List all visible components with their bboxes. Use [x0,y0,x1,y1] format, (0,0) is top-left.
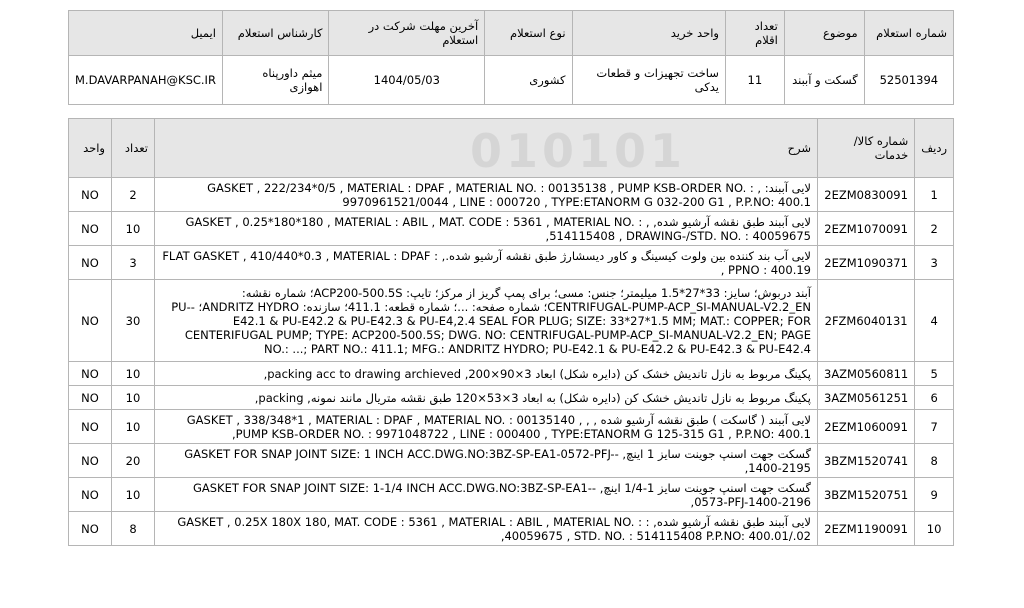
inquiry-type: کشوری [485,56,572,105]
col-quantity: تعداد [112,119,155,178]
item-unit: NO [69,212,112,246]
table-row [69,178,954,212]
row-number: 5 [915,362,954,386]
col-unit: واحد [69,119,112,178]
inquiry-number: 52501394 [864,56,953,105]
item-description: پکینگ مربوط به نازل تاندیش خشک کن (دایره شکل) ابعاد 3×90×200, packing acc to drawing archieved, [155,362,818,386]
item-unit: NO [69,280,112,362]
table-row [69,386,954,410]
col-expert: کارشناس استعلام [222,11,328,56]
col-deadline: آخرین مهلت شرکت در استعلام [329,11,485,56]
col-description: شرح [155,119,818,178]
table-row [69,362,954,386]
item-unit: NO [69,362,112,386]
item-quantity: 8 [112,512,155,546]
item-description: پکینگ مربوط به نازل تاندیش خشک کن (دایره شکل) به ابعاد 3×53×120 طبق نقشه متریال مانند نمونه, packing, [155,386,818,410]
item-description: لایی آببند: , GASKET , 222/234*0/5 , MATERIAL : DPAF , MATERIAL NO. : 00135138 , PUMP KSB-ORDER NO. : 9970961521/0044 , LINE : 000720 , TYPE:ETANORM G 032-200 G1 , P.P.NO: 400.1 [155,178,818,212]
email: M.DAVARPANAH@KSC.IR [69,56,223,105]
expert-name: میثم داورپناه اهوازی [222,56,328,105]
item-quantity: 10 [112,386,155,410]
item-description: گسکت جهت اسنپ جوینت سایز 1-1/4 اینچ, -GASKET FOR SNAP JOINT SIZE: 1-1/4 INCH ACC.DWG.NO:3BZ-SP-EA1-0573-PFJ-1400-2196, [155,478,818,512]
table-row [69,212,954,246]
item-code: 3AZM0560811 [817,362,914,386]
item-code: 3BZM1520751 [817,478,914,512]
item-count: 11 [725,56,784,105]
row-number: 7 [915,410,954,444]
item-quantity: 3 [112,246,155,280]
item-code: 3AZM0561251 [817,386,914,410]
col-item-code: شماره کالا/خدمات [817,119,914,178]
item-code: 2EZM0830091 [817,178,914,212]
item-quantity: 2 [112,178,155,212]
item-unit: NO [69,246,112,280]
purchase-unit: ساخت تجهیزات و قطعات یدکی [572,56,725,105]
table-row [69,410,954,444]
item-code: 2EZM1190091 [817,512,914,546]
items-table [68,118,954,546]
deadline: 1404/05/03 [329,56,485,105]
col-subject: موضوع [784,11,864,56]
items-body [69,178,954,546]
item-code: 3BZM1520741 [817,444,914,478]
row-number: 10 [915,512,954,546]
item-quantity: 10 [112,212,155,246]
items-columns-row [69,119,954,178]
row-number: 2 [915,212,954,246]
item-description: گسکت جهت اسنپ جوینت سایز 1 اینچ, -GASKET FOR SNAP JOINT SIZE: 1 INCH ACC.DWG.NO:3BZ-SP-EA1-0572-PFJ-1400-2195, [155,444,818,478]
col-row: ردیف [915,119,954,178]
col-inquiry-number: شماره استعلام [864,11,953,56]
table-row [69,478,954,512]
item-quantity: 10 [112,478,155,512]
table-row [69,512,954,546]
header-columns-row [69,11,954,56]
col-item-count: تعداد اقلام [725,11,784,56]
subject: گسکت و آببند [784,56,864,105]
header-values-row [69,56,954,105]
row-number: 3 [915,246,954,280]
item-description: لایی آببند ( گاسکت ) طبق نقشه آرشیو شده , , GASKET , 338/348*1 , MATERIAL : DPAF , MATERIAL NO. : 00135140 , PUMP KSB-ORDER NO. : 9971048722 , LINE : 000400 , TYPE:ETANORM G 125-315 G1 , P.P.NO: 400.1, [155,410,818,444]
item-code: 2EZM1090371 [817,246,914,280]
col-inquiry-type: نوع استعلام [485,11,572,56]
table-row [69,444,954,478]
item-quantity: 30 [112,280,155,362]
col-email: ایمیل [69,11,223,56]
row-number: 8 [915,444,954,478]
item-code: 2EZM1070091 [817,212,914,246]
inquiry-header-table [68,10,954,105]
item-unit: NO [69,478,112,512]
col-purchase-unit: واحد خرید [572,11,725,56]
item-description: لایی آب بند کننده بین ولوت کیسینگ و کاور دیسشارژ طبق نقشه آرشیو شده., : FLAT GASKET , 410/440*0.3 , MATERIAL : DPAF , PPNO : 400.19 [155,246,818,280]
item-description: لایی آببند طبق نقشه آرشیو شده, , GASKET , 0.25*180*180 , MATERIAL : ABIL , MAT. CODE : 5361 , MATERIAL NO. : 514115408 , DRAWING-/STD. NO. : 40059675, [155,212,818,246]
item-quantity: 20 [112,444,155,478]
item-quantity: 10 [112,362,155,386]
row-number: 4 [915,280,954,362]
table-row [69,280,954,362]
row-number: 9 [915,478,954,512]
item-quantity: 10 [112,410,155,444]
item-description: لایی آببند طبق نقشه آرشیو شده, : GASKET , 0.25X 180X 180, MAT. CODE : 5361 , MATERIAL : ABIL , MATERIAL NO. : 40059675 , STD. NO. : 514115408 P.P.NO: 400.01/.02, [155,512,818,546]
item-unit: NO [69,512,112,546]
item-unit: NO [69,444,112,478]
item-unit: NO [69,386,112,410]
row-number: 1 [915,178,954,212]
item-code: 2FZM6040131 [817,280,914,362]
item-code: 2EZM1060091 [817,410,914,444]
item-description: آبند دربوش؛ سایز: 33*27*1.5 میلیمتر؛ جنس: مسی؛ برای پمپ گریز از مرکز؛ تایپ: ACP200-500.5S؛ شماره نقشه: CENTRIFUGAL-PUMP-ACP_SI-MANUAL-V2.2_EN؛ شماره صفحه: ...؛ شماره قطعه: 411.1؛ سازنده: ANDRITZ HYDRO؛ -PU-E42.1 & PU-E42.2 & PU-E42.3 & PU-E4,2.4 SEAL FOR PLUG; SIZE: 33*27*1.5 MM; MAT.: COPPER; FOR CENTERIFUGAL PUMP; TYPE: ACP200-500.5S; DWG. NO: CENTRIFUGAL-PUMP-ACP_SI-MANUAL-V2.2_EN; PAGE NO.: ...; PART NO.: 411.1; MFG.: ANDRITZ HYDRO; PU-E42.1 & PU-E42.2 & PU-E42.3 & PU-E42.4 [155,280,818,362]
item-unit: NO [69,178,112,212]
item-unit: NO [69,410,112,444]
row-number: 6 [915,386,954,410]
table-row [69,246,954,280]
